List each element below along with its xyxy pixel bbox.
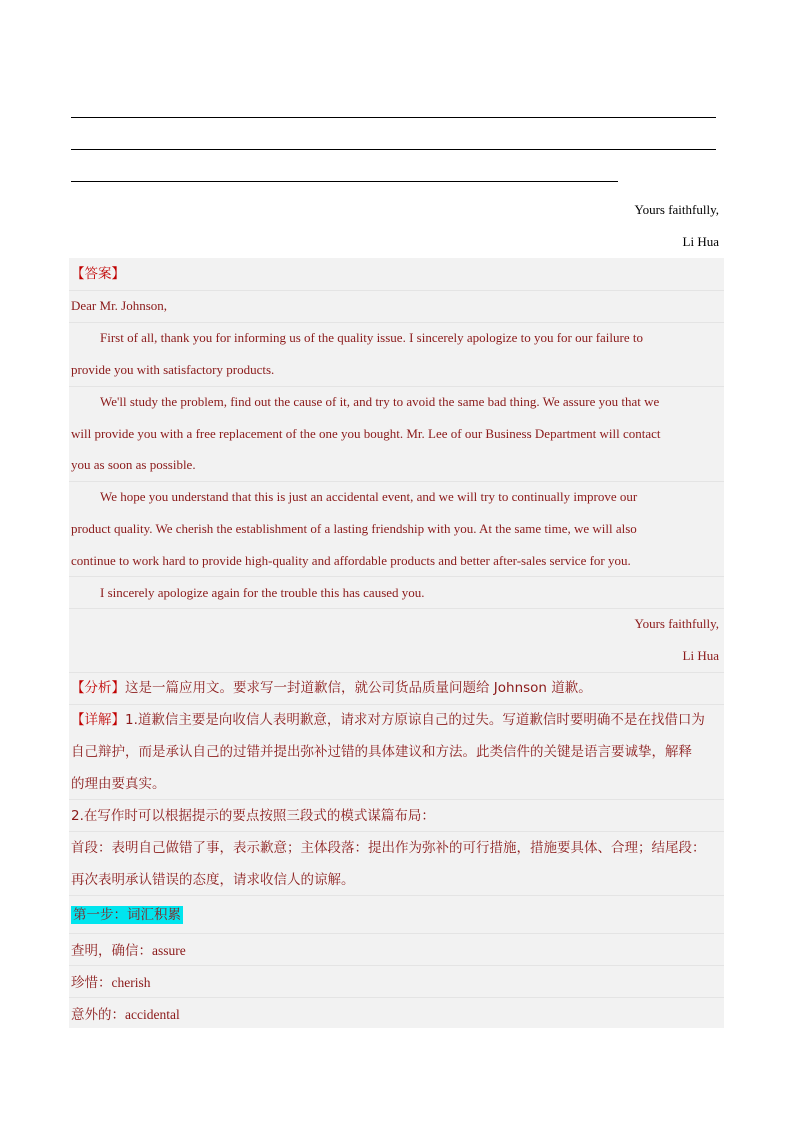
- vocab-cn: 意外的：: [71, 1007, 125, 1023]
- analysis-label: 【分析】: [71, 680, 125, 696]
- detail-line-4: 2.在写作时可以根据提示的要点按照三段式的模式谋篇布局：: [71, 808, 435, 824]
- writing-line-1: [71, 117, 716, 118]
- step1-title: 第一步：词汇积累: [73, 907, 181, 923]
- writing-line-2: [71, 149, 716, 150]
- letter-closing: Yours faithfully,: [634, 202, 719, 217]
- vocab-en: cherish: [111, 975, 151, 990]
- vocab-item: [71, 942, 721, 960]
- answer-p3-line3: continue to work hard to provide high-quality and affordable products and better after-sales service for you.: [71, 553, 631, 568]
- vocab-en: assure: [152, 943, 186, 958]
- writing-line-3: [71, 181, 618, 182]
- answer-signature: Li Hua: [682, 648, 719, 663]
- answer-label: 【答案】: [71, 266, 125, 282]
- detail-line-1: 1.道歉信主要是向收信人表明歉意，请求对方原谅自己的过失。写道歉信时要明确不是在找借口为: [125, 712, 705, 728]
- vocab-en: accidental: [125, 1007, 180, 1022]
- letter-signature: Li Hua: [682, 234, 719, 249]
- detail-line-6: 再次表明承认错误的态度，请求收信人的谅解。: [71, 872, 355, 888]
- answer-p2-line1: We'll study the problem, find out the cause of it, and try to avoid the same bad thing. We assure you that we: [100, 394, 660, 409]
- detail-line-2: 自己辩护，而是承认自己的过错并提出弥补过错的具体建议和方法。此类信件的关键是语言要诚挚，解释: [71, 744, 692, 760]
- vocab-cn: 珍惜：: [71, 975, 112, 991]
- analysis-row: [71, 679, 721, 697]
- answer-p2-line2: will provide you with a free replacement of the one you bought. Mr. Lee of our Business Department will contact: [71, 426, 661, 441]
- detail-label: 【详解】: [71, 712, 125, 728]
- answer-p4: I sincerely apologize again for the trouble this has caused you.: [100, 585, 425, 600]
- answer-p1-line2: provide you with satisfactory products.: [71, 362, 275, 377]
- step1-row: [71, 906, 721, 924]
- detail-line-5: 首段：表明自己做错了事，表示歉意；主体段落：提出作为弥补的可行措施，措施要具体、合理；结尾段：: [71, 840, 706, 856]
- answer-salutation: Dear Mr. Johnson,: [71, 298, 168, 313]
- vocab-item: [71, 974, 721, 992]
- answer-p3-line2: product quality. We cherish the establishment of a lasting friendship with you. At the same time, we will also: [71, 521, 637, 536]
- answer-closing: Yours faithfully,: [634, 616, 719, 631]
- vocab-item: [71, 1006, 721, 1024]
- analysis-text: 这是一篇应用文。要求写一封道歉信，就公司货品质量问题给 Johnson 道歉。: [125, 680, 592, 696]
- detail-line-1-row: [71, 711, 721, 729]
- detail-line-3: 的理由要真实。: [71, 776, 166, 792]
- answer-p3-line1: We hope you understand that this is just an accidental event, and we will try to continually improve our: [100, 489, 638, 504]
- answer-p1-line1: First of all, thank you for informing us of the quality issue. I sincerely apologize to you for our failure to: [100, 330, 643, 345]
- answer-p2-line3: you as soon as possible.: [71, 457, 196, 472]
- vocab-cn: 查明，确信：: [71, 943, 152, 959]
